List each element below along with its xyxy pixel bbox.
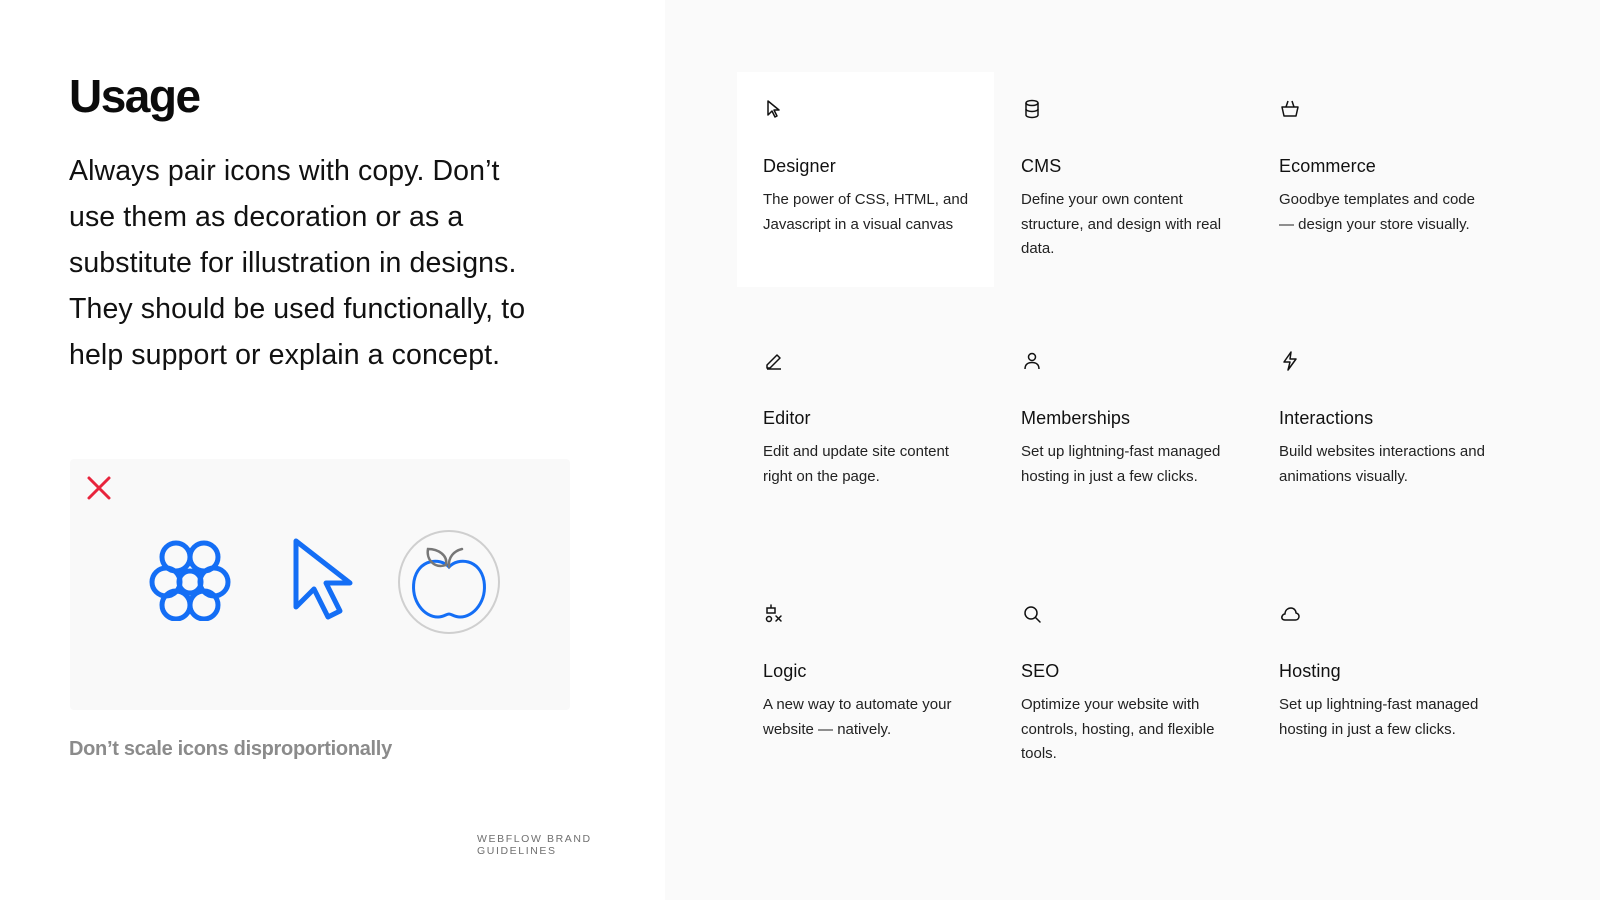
person-icon: [1021, 350, 1043, 372]
lightning-icon: [1279, 350, 1301, 372]
incorrect-example-box: [70, 459, 570, 710]
feature-title: Memberships: [1021, 408, 1131, 428]
cursor-icon: [763, 98, 785, 120]
cloud-icon: [1279, 603, 1301, 625]
feature-card-editor[interactable]: [737, 324, 994, 539]
apple-icon: [396, 529, 502, 635]
feature-description: Define your own content structure, and design with real data.: [1021, 191, 1222, 257]
feature-title: Editor: [763, 408, 811, 428]
feature-card-interactions[interactable]: [1253, 324, 1510, 539]
page-title: Usage: [69, 70, 200, 122]
logic-icon: [763, 603, 785, 625]
feature-title: Hosting: [1279, 661, 1341, 681]
basket-icon: [1279, 98, 1301, 120]
feature-card-hosting[interactable]: [1253, 577, 1510, 792]
feature-title: Logic: [763, 661, 807, 681]
x-mark-icon: [86, 475, 112, 501]
feature-card-ecommerce[interactable]: [1253, 72, 1510, 287]
footer-label: WEBFLOW BRAND GUIDELINES: [477, 833, 592, 857]
feature-card-cms[interactable]: [995, 72, 1252, 287]
feature-grid: [665, 0, 1600, 900]
feature-card-memberships[interactable]: [995, 324, 1252, 539]
feature-card-logic[interactable]: [737, 577, 994, 792]
feature-card-seo[interactable]: [995, 577, 1252, 792]
feature-description: A new way to automate your website — natively.: [763, 696, 952, 738]
feature-description: Build websites interactions and animations visually.: [1279, 443, 1485, 485]
feature-title: Designer: [763, 156, 836, 176]
flower-icon: [148, 537, 232, 621]
left-panel: [0, 0, 665, 900]
feature-title: Ecommerce: [1279, 156, 1376, 176]
example-caption: Don’t scale icons disproportionally: [69, 738, 392, 760]
feature-title: CMS: [1021, 156, 1062, 176]
feature-description: Set up lightning-fast managed hosting in just a few clicks.: [1021, 443, 1221, 485]
feature-description: The power of CSS, HTML, and Javascript in a visual canvas: [763, 191, 969, 233]
search-icon: [1021, 603, 1043, 625]
usage-description: Always pair icons with copy. Don’t use them as decoration or as a substitute for illustration in designs. They should be used functionally, to help support or explain a concept.: [69, 155, 526, 371]
feature-description: Edit and update site content right on the page.: [763, 443, 949, 485]
feature-title: Interactions: [1279, 408, 1374, 428]
pencil-icon: [763, 350, 785, 372]
feature-description: Optimize your website with controls, hosting, and flexible tools.: [1021, 696, 1215, 762]
database-icon: [1021, 98, 1043, 120]
feature-description: Set up lightning-fast managed hosting in just a few clicks.: [1279, 696, 1479, 738]
feature-description: Goodbye templates and code — design your store visually.: [1279, 191, 1475, 233]
feature-card-designer[interactable]: [737, 72, 994, 287]
feature-title: SEO: [1021, 661, 1060, 681]
cursor-icon: [290, 537, 356, 621]
